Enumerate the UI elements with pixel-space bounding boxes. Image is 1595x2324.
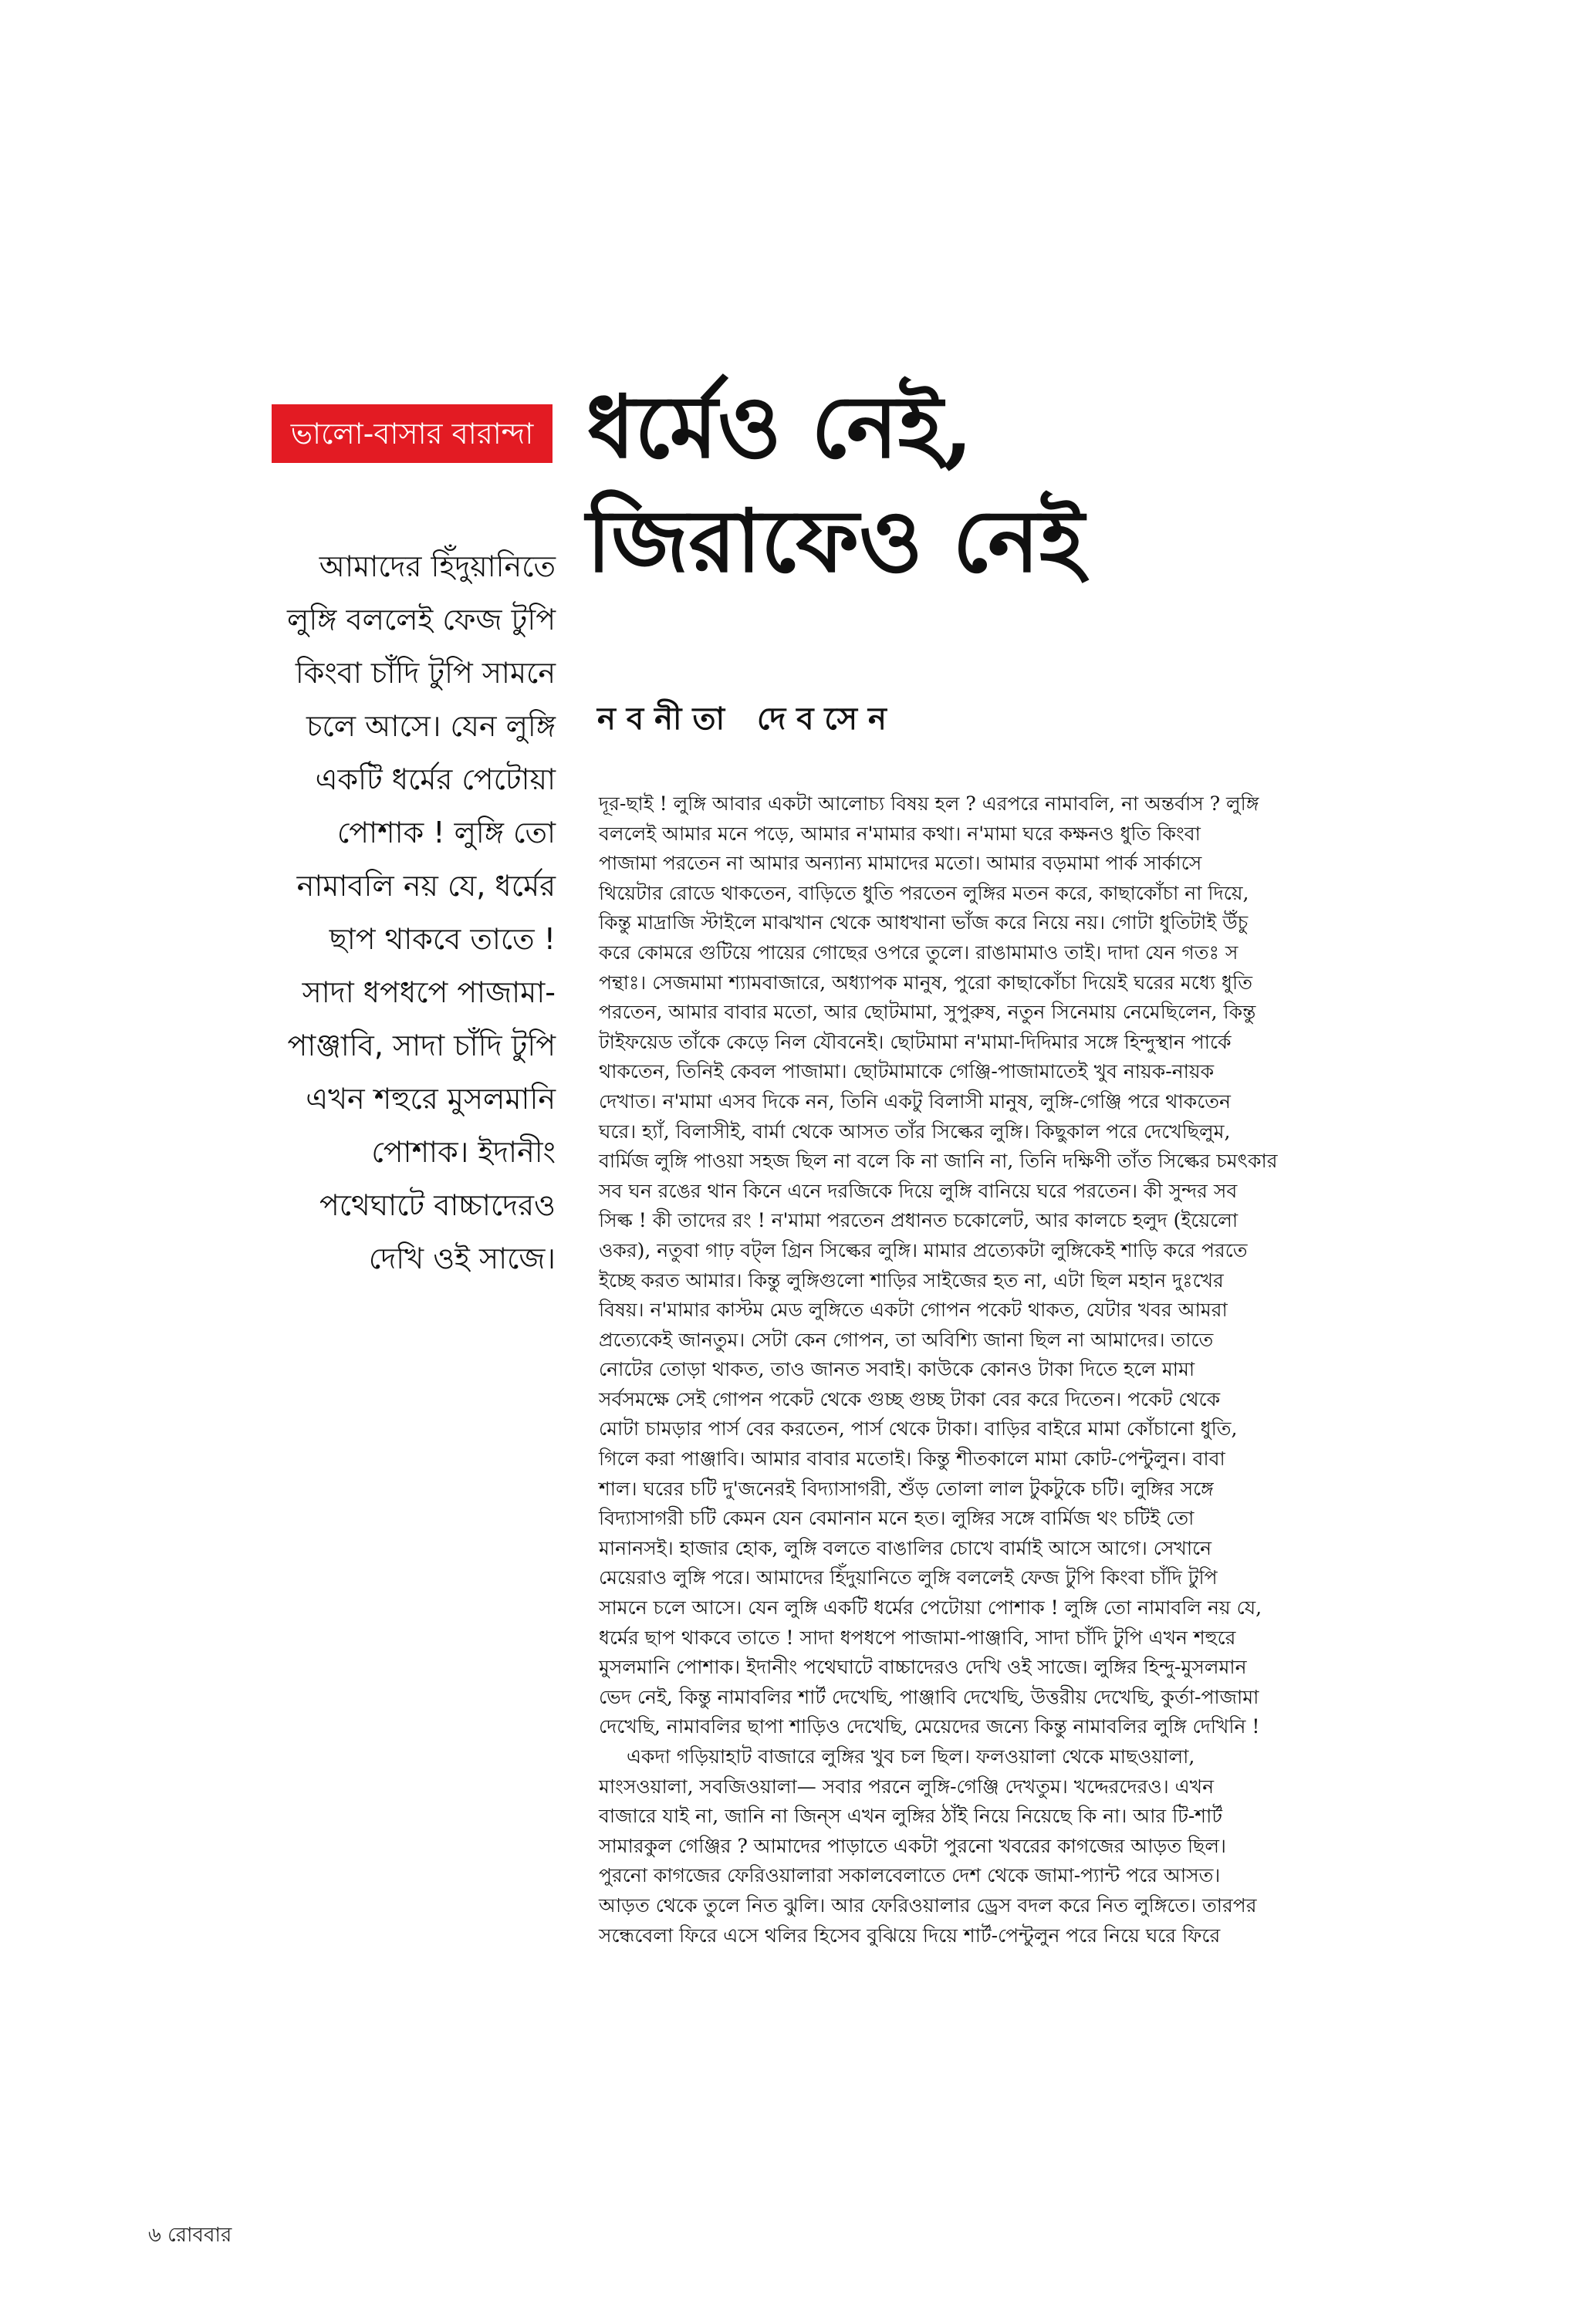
body-line: ভেদ নেই, কিন্তু নামাবলির শার্ট দেখেছি, পাঞ্জাবি দেখেছি, উত্তরীয় দেখেছি, কুর্তা-পাজামা	[599, 1685, 1259, 1708]
body-line: একদা গড়িয়াহাট বাজারে লুঙ্গির খুব চল ছিল। ফলওয়ালা থেকে মাছওয়ালা,	[627, 1745, 1195, 1768]
pull-quote-line: সাদা ধপধপে পাজামা-	[302, 975, 556, 1009]
pull-quote-line: পোশাক। ইদানীং	[371, 1135, 556, 1169]
body-line: পরতেন, আমার বাবার মতো, আর ছোটমামা, সুপুরুষ, নতুন সিনেমায় নেমেছিলেন, কিন্তু	[599, 1001, 1256, 1024]
body-line: সামনে চলে আসে। যেন লুঙ্গি একটি ধর্মের পেটোয়া পোশাক ! লুঙ্গি তো নামাবলি নয় যে,	[599, 1596, 1262, 1620]
body-line: টাইফয়েড তাঁকে কেড়ে নিল যৌবনেই। ছোটমামা ন'মামা-দিদিমার সঙ্গে হিন্দুস্থান পার্কে	[599, 1030, 1232, 1053]
body-line: মুসলমানি পোশাক। ইদানীং পথেঘাটে বাচ্চাদেরও দেখি ওই সাজে। লুঙ্গির হিন্দু-মুসলমান	[599, 1656, 1247, 1679]
body-line: সর্বসমক্ষে সেই গোপন পকেট থেকে গুচ্ছ গুচ্ছ টাকা বের করে দিতেন। পকেট থেকে	[599, 1387, 1221, 1410]
pull-quote-line: এখন শহুরে মুসলমানি	[306, 1082, 556, 1116]
body-line: ইচ্ছে করত আমার। কিন্তু লুঙ্গিগুলো শাড়ির সাইজের হত না, এটা ছিল মহান দুঃখের	[599, 1268, 1224, 1292]
pull-quote-line: দেখি ওই সাজে।	[368, 1241, 556, 1275]
body-line: দূর-ছাই ! লুঙ্গি আবার একটা আলোচ্য বিষয় হল ? এরপরে নামাবলি, না অন্তর্বাস ? লুঙ্গি	[599, 792, 1259, 815]
pull-quote-line: ছাপ থাকবে তাতে !	[329, 922, 556, 956]
pull-quote-line: পথেঘাটে বাচ্চাদেরও	[319, 1188, 556, 1222]
body-line: নোটের তোড়া থাকত, তাও জানত সবাই। কাউকে কোনও টাকা দিতে হলে মামা	[599, 1358, 1195, 1381]
article-body	[599, 789, 1463, 1951]
body-line: দেখাত। ন'মামা এসব দিকে নন, তিনি একটু বিলাসী মানুষ, লুঙ্গি-গেঞ্জি পরে থাকতেন	[599, 1089, 1231, 1113]
body-line: বার্মিজ লুঙ্গি পাওয়া সহজ ছিল না বলে কি না জানি না, তিনি দক্ষিণী তাঁত সিল্কের চমৎকার	[599, 1150, 1278, 1173]
page-folio: ৬ রোববার	[148, 2224, 232, 2247]
pull-quote-line: নামাবলি নয় যে, ধর্মের	[296, 869, 556, 903]
body-line: মানানসই। হাজার হোক, লুঙ্গি বলতে বাঙালির চোখে বার্মাই আসে আগে। সেখানে	[599, 1536, 1212, 1559]
body-line: কিন্তু মাদ্রাজি স্টাইলে মাঝখান থেকে আধখানা ভাঁজ করে নিয়ে নয়। গোটা ধুতিটাই উঁচু	[599, 911, 1249, 934]
headline-line-1: ধর্মেও নেই,	[586, 377, 973, 478]
body-line: শাল। ঘরের চটি দু'জনেরই বিদ্যাসাগরী, শুঁড় তোলা লাল টুকটুকে চটি। লুঙ্গির সঙ্গে	[599, 1477, 1214, 1500]
body-line: ঘরে। হ্যাঁ, বিলাসীই, বার্মা থেকে আসত তাঁর সিল্কের লুঙ্গি। কিছুকাল পরে দেখেছিলুম,	[599, 1120, 1231, 1143]
body-line: গিলে করা পাঞ্জাবি। আমার বাবার মতোই। কিন্তু শীতকালে মামা কোট-পেন্টুলুন। বাবা	[599, 1447, 1225, 1471]
pull-quote-line: আমাদের হিঁদুয়ানিতে	[319, 549, 556, 583]
pull-quote-line: পোশাক ! লুঙ্গি তো	[336, 816, 556, 850]
body-line: দেখেছি, নামাবলির ছাপা শাড়িও দেখেছি, মেয়েদের জন্যে কিন্তু নামাবলির লুঙ্গি দেখিনি !	[599, 1715, 1260, 1738]
pull-quote	[154, 540, 556, 1285]
body-line: বিষয়। ন'মামার কাস্টম মেড লুঙ্গিতে একটা গোপন পকেট থাকত, যেটার খবর আমরা	[599, 1299, 1228, 1322]
body-line: মাংসওয়ালা, সবজিওয়ালা— সবার পরনে লুঙ্গি-গেঞ্জি দেখতুম। খদ্দেরদেরও। এখন	[599, 1775, 1215, 1798]
body-line: প্রত্যেকেই জানতুম। সেটা কেন গোপন, তা অবিশ্যি জানা ছিল না আমাদের। তাতে	[599, 1328, 1214, 1351]
body-line: করে কোমরে গুটিয়ে পায়ের গোছের ওপরে তুলে। রাঙামামাও তাই। দাদা যেন গতঃ স	[599, 941, 1238, 964]
body-line: ধর্মের ছাপ থাকবে তাতে ! সাদা ধপধপে পাজামা-পাঞ্জাবি, সাদা চাঁদি টুপি এখন শহুরে	[599, 1626, 1236, 1649]
body-line: সামারকুল গেঞ্জির ? আমাদের পাড়াতে একটা পুরনো খবরের কাগজের আড়ত ছিল।	[599, 1834, 1226, 1857]
body-line: বিদ্যাসাগরী চটি কেমন যেন বেমানান মনে হত। লুঙ্গির সঙ্গে বার্মিজ থং চটিই তো	[599, 1507, 1195, 1530]
pull-quote-line: পাঞ্জাবি, সাদা চাঁদি টুপি	[287, 1029, 556, 1062]
body-line: থাকতেন, তিনিই কেবল পাজামা। ছোটমামাকে গেঞ্জি-পাজামাতেই খুব নায়ক-নায়ক	[599, 1060, 1215, 1083]
body-line: পাজামা পরতেন না আমার অন্যান্য মামাদের মতো। আমার বড়মামা পার্ক সার্কাসে	[599, 852, 1202, 875]
pull-quote-line: চলে আসে। যেন লুঙ্গি	[306, 709, 556, 743]
body-line: পুরনো কাগজের ফেরিওয়ালারা সকালবেলাতে দেশ থেকে জামা-প্যান্ট পরে আসত।	[599, 1864, 1221, 1887]
body-line: আড়ত থেকে তুলে নিত ঝুলি। আর ফেরিওয়ালার ড্রেস বদল করে নিত লুঙ্গিতে। তারপর	[599, 1893, 1257, 1917]
body-line: বললেই আমার মনে পড়ে, আমার ন'মামার কথা। ন'মামা ঘরে কক্ষনও ধুতি কিংবা	[599, 822, 1201, 845]
pull-quote-line: লুঙ্গি বললেই ফেজ টুপি	[287, 603, 556, 637]
headline-line-2: জিরাফেও নেই	[586, 491, 1085, 592]
body-line: সন্ধেবেলা ফিরে এসে থলির হিসেব বুঝিয়ে দিয়ে শার্ট-পেন্টুলুন পরে নিয়ে ঘরে ফিরে	[599, 1924, 1221, 1947]
section-tag: ভালো-বাসার বারান্দা	[272, 404, 553, 463]
body-line: থিয়েটার রোডে থাকতেন, বাড়িতে ধুতি পরতেন লুঙ্গির মতন করে, কাছাকোঁচা না দিয়ে,	[599, 881, 1249, 904]
pull-quote-line: একটি ধর্মের পেটোয়া	[315, 762, 556, 796]
pull-quote-line: কিংবা চাঁদি টুপি সামনে	[295, 656, 556, 690]
body-line: সিল্ক ! কী তাদের রং ! ন'মামা পরতেন প্রধানত চকোলেট, আর কালচে হলুদ (ইয়েলো	[599, 1209, 1238, 1232]
body-line: পন্থাঃ। সেজমামা শ্যামবাজারে, অধ্যাপক মানুষ, পুরো কাছাকোঁচা দিয়েই ঘরের মধ্যে ধুতি	[599, 971, 1252, 994]
body-line: ওকর), নতুবা গাঢ় বট্‌ল গ্রিন সিল্কের লুঙ্গি। মামার প্রত্যেকটা লুঙ্গিকেই শাড়ি করে পরতে	[599, 1238, 1248, 1262]
body-line: মোটা চামড়ার পার্স বের করতেন, পার্স থেকে টাকা। বাড়ির বাইরে মামা কোঁচানো ধুতি,	[599, 1417, 1238, 1441]
body-line: মেয়েরাও লুঙ্গি পরে। আমাদের হিঁদুয়ানিতে লুঙ্গি বললেই ফেজ টুপি কিংবা চাঁদি টুপি	[599, 1566, 1218, 1589]
byline: নবনীতা দেবসেন	[597, 701, 897, 737]
headline	[586, 370, 1528, 599]
body-line: বাজারে যাই না, জানি না জিন্‌স এখন লুঙ্গির ঠাঁই নিয়ে নিয়েছে কি না। আর টি-শার্ট	[599, 1805, 1222, 1828]
body-line: সব ঘন রঙের থান কিনে এনে দরজিকে দিয়ে লুঙ্গি বানিয়ে ঘরে পরতেন। কী সুন্দর সব	[599, 1179, 1238, 1202]
